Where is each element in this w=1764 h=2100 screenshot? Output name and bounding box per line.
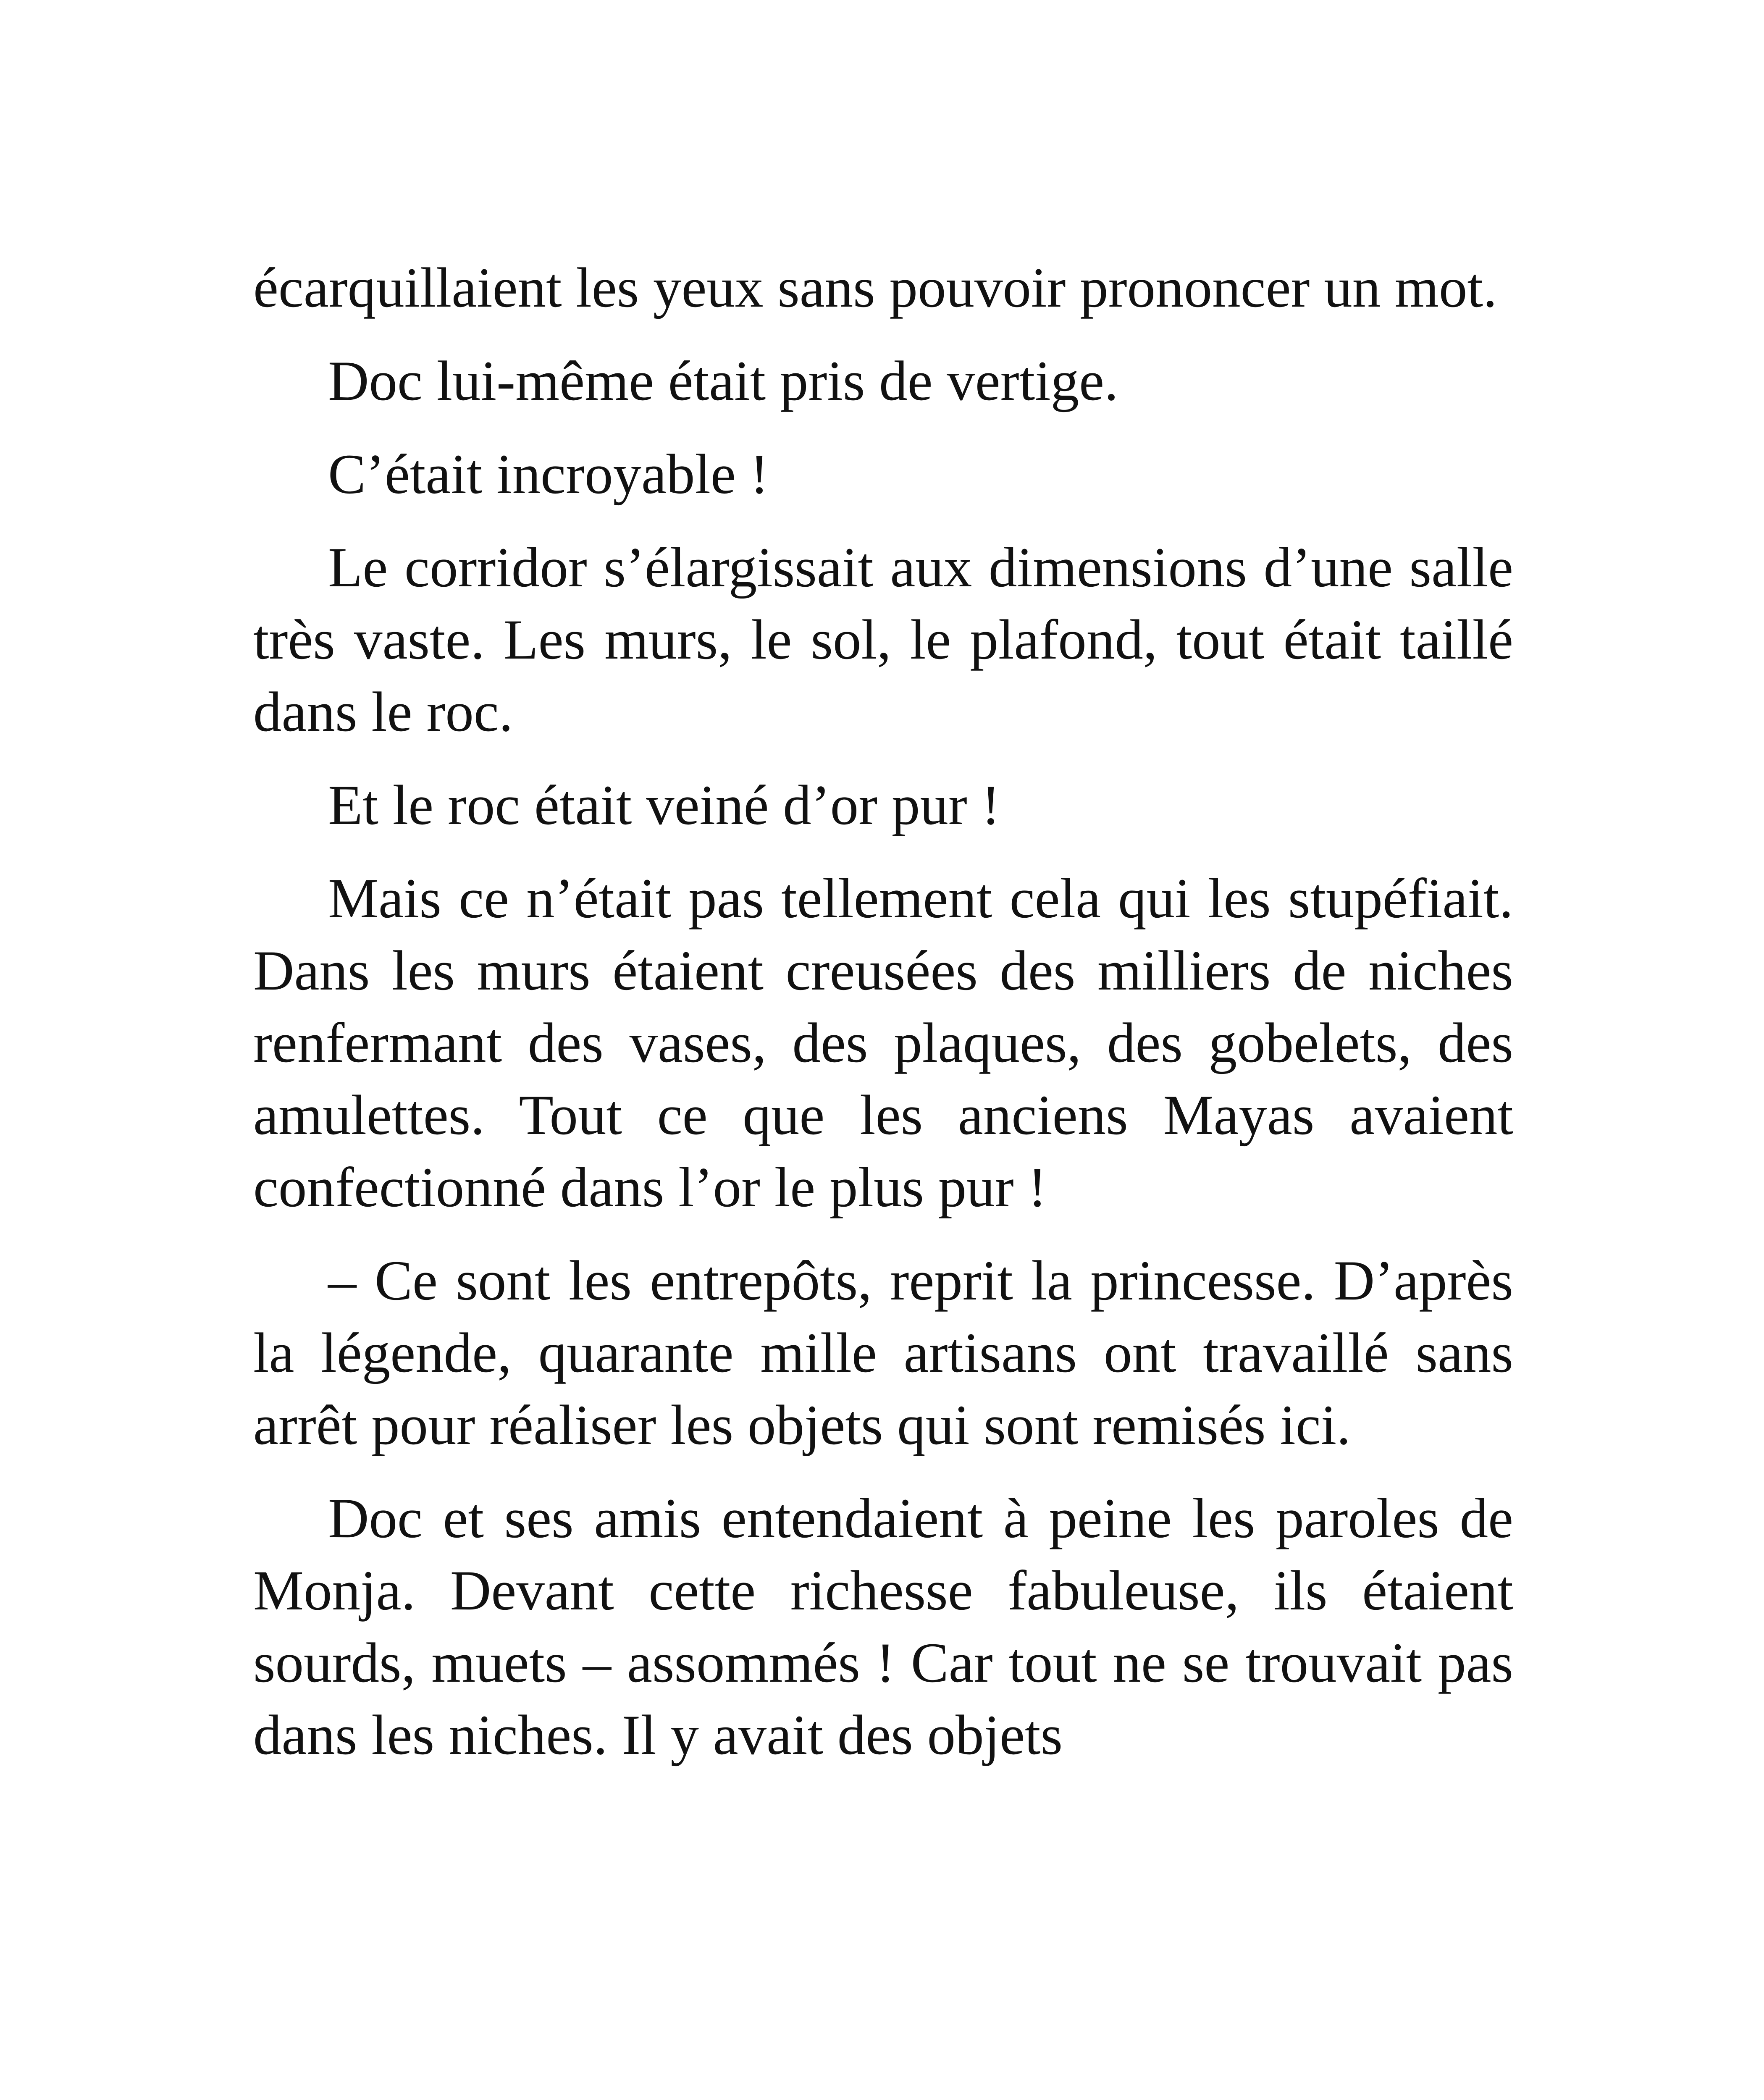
paragraph-continuation: écarquillaient les yeux sans pouvoir prononcer un mot. xyxy=(253,257,1497,319)
paragraph: Et le roc était veiné d’or pur ! xyxy=(328,774,1000,837)
dialogue-paragraph: – Ce sont les entrepôts, reprit la princesse. D’après la légende, quarante mille artisans ont travaillé sans arrêt pour réaliser les objets qui sont remisés ici. xyxy=(253,1250,1513,1457)
paragraph: Mais ce n’était pas tellement cela qui les stupéfiait. Dans les murs étaient creusées des milliers de niches renfermant des vases, des plaques, des gobelets, des amulettes. Tout ce que les anciens Mayas avaient confectionné dans l’or le plus pur ! xyxy=(253,867,1513,1219)
paragraph: C’était incroyable ! xyxy=(328,443,769,506)
paragraph: Doc et ses amis entendaient à peine les paroles de Monja. Devant cette richesse fabuleuse, ils étaient sourds, muets – assommés ! Car tout ne se trouvait pas dans les niches. Il y avait des objets xyxy=(253,1487,1513,1767)
body-text xyxy=(253,252,1513,1793)
paragraph: Le corridor s’élargissait aux dimensions d’une salle très vaste. Les murs, le sol, le plafond, tout était taillé dans le roc. xyxy=(253,536,1513,743)
paragraph: Doc lui-même était pris de vertige. xyxy=(328,350,1118,412)
